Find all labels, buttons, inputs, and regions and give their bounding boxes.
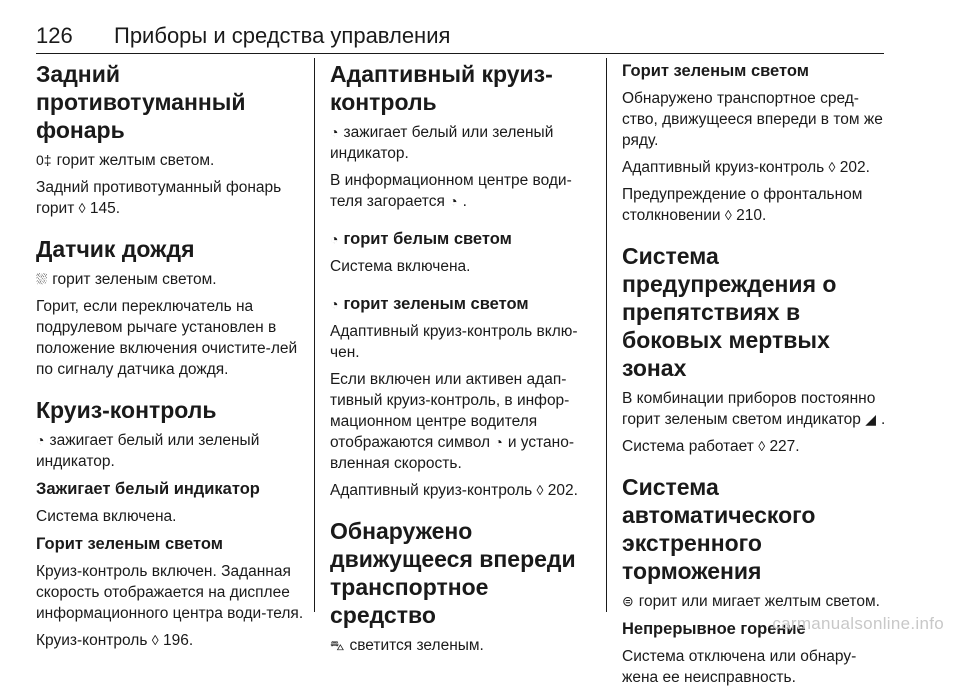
page-reference-icon: ◊ (536, 482, 544, 498)
fog-lamp-icon: 0‡ (36, 152, 52, 168)
paragraph: 0‡ горит желтым светом. (36, 152, 215, 169)
subsection-title: ◔ горит зеленым светом (330, 295, 529, 313)
paragraph: Адаптивный круиз-контроль ◊ 202. (622, 159, 870, 176)
paragraph: ⛆ горит зеленым светом. (36, 271, 217, 288)
cruise-control-icon: ◔ (494, 434, 503, 450)
paragraph: Задний противотуманный фонарь горит ◊ 145. (36, 179, 282, 217)
paragraph: Адаптивный круиз-контроль ◊ 202. (330, 482, 578, 499)
subsection-title: Горит зеленым светом (622, 62, 809, 80)
section-title: Датчик дождя (36, 236, 195, 262)
page-reference[interactable]: 145. (89, 200, 121, 217)
cruise-control-icon: ◔ (330, 231, 339, 247)
page-header (36, 22, 884, 54)
subsection-title: Зажигает белый индикатор (36, 480, 260, 498)
paragraph: Система включена. (330, 258, 471, 275)
paragraph: ⛍ светится зеленым. (330, 637, 484, 654)
paragraph: Система включена. (36, 508, 177, 525)
paragraph: Система работает ◊ 227. (622, 438, 800, 455)
section-title: Круиз-контроль (36, 397, 217, 423)
column-divider (314, 58, 315, 612)
subsection-title: ◔ горит белым светом (330, 230, 512, 248)
column-2 (330, 60, 598, 662)
paragraph: ◔ зажигает белый или зеленый индикатор. (330, 124, 554, 162)
paragraph: В комбинации приборов постоянно горит зеленым светом индикатор ◢ . (622, 390, 886, 428)
paragraph: ◔ зажигает белый или зеленый индикатор. (36, 432, 260, 470)
paragraph: Обнаружено транспортное сред-ство, движущееся впереди в том же ряду. (622, 90, 883, 149)
section-title: Система автоматического экстренного торможения (622, 474, 816, 584)
subsection-title: Горит зеленым светом (36, 535, 223, 553)
paragraph: Адаптивный круиз-контроль вклю-чен. (330, 323, 578, 361)
section-title: Задний противотуманный фонарь (36, 61, 246, 143)
section-title: Обнаружено движущееся впереди транспортное средство (330, 518, 576, 628)
cruise-control-icon: ◔ (36, 432, 45, 448)
page-reference-icon: ◊ (78, 200, 86, 216)
section-title: Система предупреждения о препятствиях в боковых мертвых зонах (622, 243, 837, 381)
page-reference[interactable]: 202. (839, 159, 870, 176)
page-reference[interactable]: 210. (736, 207, 767, 224)
paragraph: Если включен или активен адап-тивный круиз-контроль, в инфор-мационном центре водителя отображаются символ ◔ и устано-вленная скорость. (330, 371, 575, 472)
cruise-control-icon: ◔ (449, 193, 458, 209)
page-reference-icon: ◊ (151, 632, 159, 648)
section-title: Адаптивный круиз-контроль (330, 61, 553, 115)
column-1 (36, 60, 304, 657)
page-title: Приборы и средства управления (114, 23, 451, 48)
page-number: 126 (36, 23, 73, 48)
blind-spot-icon: ◢ (865, 411, 876, 427)
subsection-title: Непрерывное горение (622, 620, 806, 638)
vehicle-ahead-icon: ⛍ (330, 637, 345, 653)
emergency-brake-icon: ⊜ (622, 593, 634, 609)
paragraph: Горит, если переключатель на подрулевом рычаге установлен в положение включения очистите-лей по сигналу датчика дождя. (36, 298, 298, 378)
page-reference-icon: ◊ (724, 207, 732, 223)
rain-sensor-icon: ⛆ (36, 271, 48, 287)
paragraph: Предупреждение о фронтальном столкновении ◊ 210. (622, 186, 863, 224)
column-3 (622, 60, 890, 694)
paragraph: ⊜ горит или мигает желтым светом. (622, 593, 880, 610)
watermark: carmanualsonline.info (772, 614, 944, 633)
page-reference[interactable]: 227. (769, 438, 800, 455)
paragraph: Круиз-контроль включен. Заданная скорость отображается на дисплее информационного центра води-теля. (36, 563, 304, 622)
page-reference-icon: ◊ (758, 438, 766, 454)
cruise-control-icon: ◔ (330, 296, 339, 312)
paragraph: Круиз-контроль ◊ 196. (36, 632, 194, 649)
paragraph: В информационном центре води-теля загорается ◔ . (330, 172, 572, 210)
column-divider (606, 58, 607, 612)
page-reference[interactable]: 202. (547, 482, 578, 499)
cruise-control-icon: ◔ (330, 124, 339, 140)
page-reference[interactable]: 196. (162, 632, 194, 649)
page-reference-icon: ◊ (828, 159, 836, 175)
paragraph: Система отключена или обнару-жена ее неисправность. (622, 648, 857, 686)
